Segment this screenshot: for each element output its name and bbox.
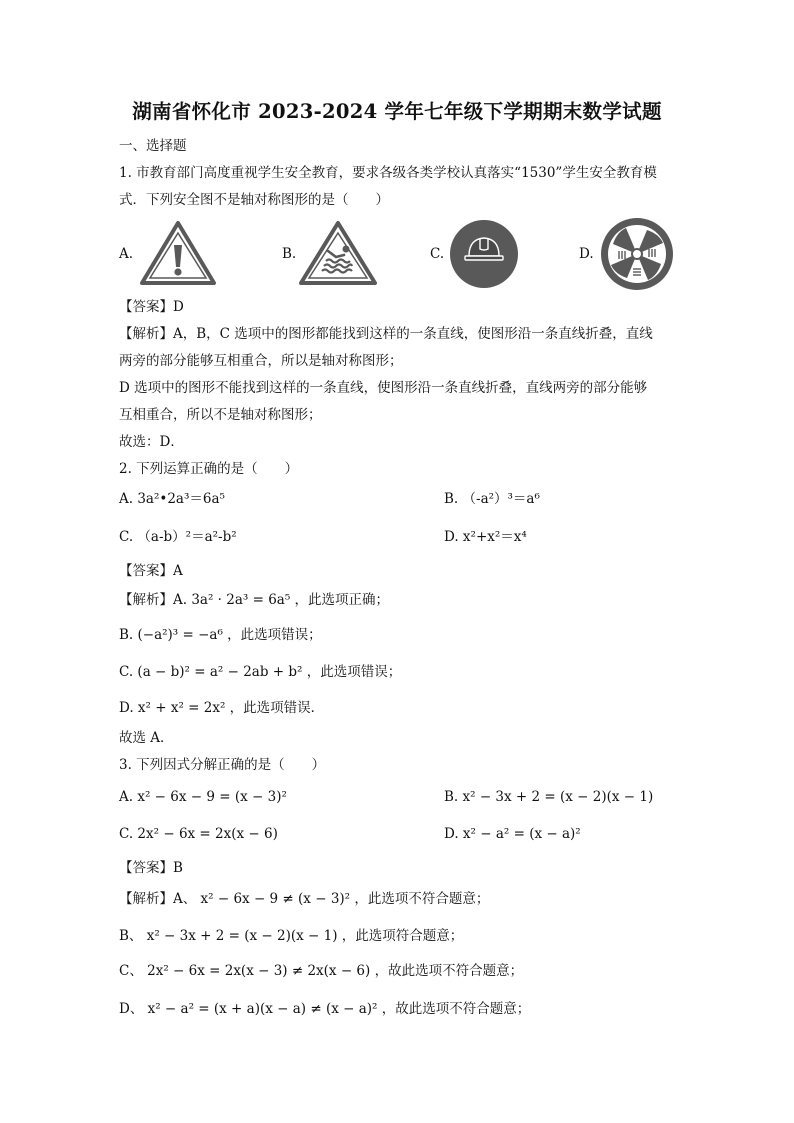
page-title: 湖南省怀化市 2023-2024 学年七年级下学期期末数学试题 [132,100,662,123]
q1-option-d-label: D. [579,246,594,262]
q2-explanation-d: D. x² + x² = 2x² ，此选项错误． [119,700,325,716]
q1-option-a-label: A. [119,246,134,262]
q1-stem-line1: 1. 市教育部门高度重视学生安全教育，要求各级各类学校认真落实“1530”学生安全教育模 [119,165,657,181]
q1-explanation-line1: 【解析】A，B，C 选项中的图形都能找到这样的一条直线，使图形沿一条直线折叠，直线 [119,326,653,342]
section-heading: 一、选择题 [119,138,187,154]
drowning-warning-icon [299,221,377,285]
fan-ventilation-icon [599,217,675,291]
q3-answer: 【答案】B [119,860,183,876]
q3-explanation-a: 【解析】A、 x² − 6x − 9 ≠ (x − 3)² ，此选项不符合题意； [119,891,490,907]
q2-option-a: A. 3a²•2a³＝6a⁵ [119,491,225,507]
q1-option-b-label: B. [282,246,297,262]
q1-conclusion: 故选：D． [119,434,184,450]
q2-answer: 【答案】A [119,563,183,579]
q3-option-b: B. x² − 3x + 2 = (x − 2)(x − 1) [444,789,654,805]
q2-stem: 2. 下列运算正确的是（ ） [119,461,299,477]
q2-option-c: C. （a-b）²＝a²-b² [119,529,237,545]
q1-option-c-label: C. [430,246,445,262]
q2-option-d: D. x²+x²＝x⁴ [444,529,527,545]
q1-explanation-line4: 互相重合，所以不是轴对称图形； [119,407,322,423]
q3-explanation-b: B、 x² − 3x + 2 = (x − 2)(x − 1) ，此选项符合题意； [119,928,464,944]
q1-explanation-line3: D 选项中的图形不能找到这样的一条直线，使图形沿一条直线折叠，直线两旁的部分能够 [119,380,648,396]
q3-option-a: A. x² − 6x − 9 = (x − 3)² [119,789,287,805]
q2-explanation-c: C. (a − b)² = a² − 2ab + b² ，此选项错误； [119,664,402,680]
warning-triangle-icon [140,221,216,285]
q3-stem: 3. 下列因式分解正确的是（ ） [119,757,326,773]
q3-option-c: C. 2x² − 6x = 2x(x − 6) [119,826,278,842]
q2-explanation-b: B. (−a²)³ = −a⁶ ，此选项错误； [119,627,322,643]
q1-stem-line2: 式．下列安全图不是轴对称图形的是（ ） [119,192,389,208]
q1-explanation-line2: 两旁的部分能够互相重合，所以是轴对称图形； [119,353,403,369]
q2-explanation-a: 【解析】A. 3a² · 2a³ = 6a⁵ ，此选项正确； [119,592,390,608]
q1-answer: 【答案】D [119,299,184,315]
safety-helmet-icon [449,219,519,289]
q2-conclusion: 故选 A． [119,730,174,746]
q3-explanation-c: C、 2x² − 6x = 2x(x − 3) ≠ 2x(x − 6) ，故此选项不符合题意； [119,963,524,979]
q3-explanation-d: D、 x² − a² = (x + a)(x − a) ≠ (x − a)² ，故此选项不符合题意； [119,1001,531,1017]
q2-option-b: B. （-a²）³＝a⁶ [444,491,540,507]
q3-option-d: D. x² − a² = (x − a)² [444,826,581,842]
